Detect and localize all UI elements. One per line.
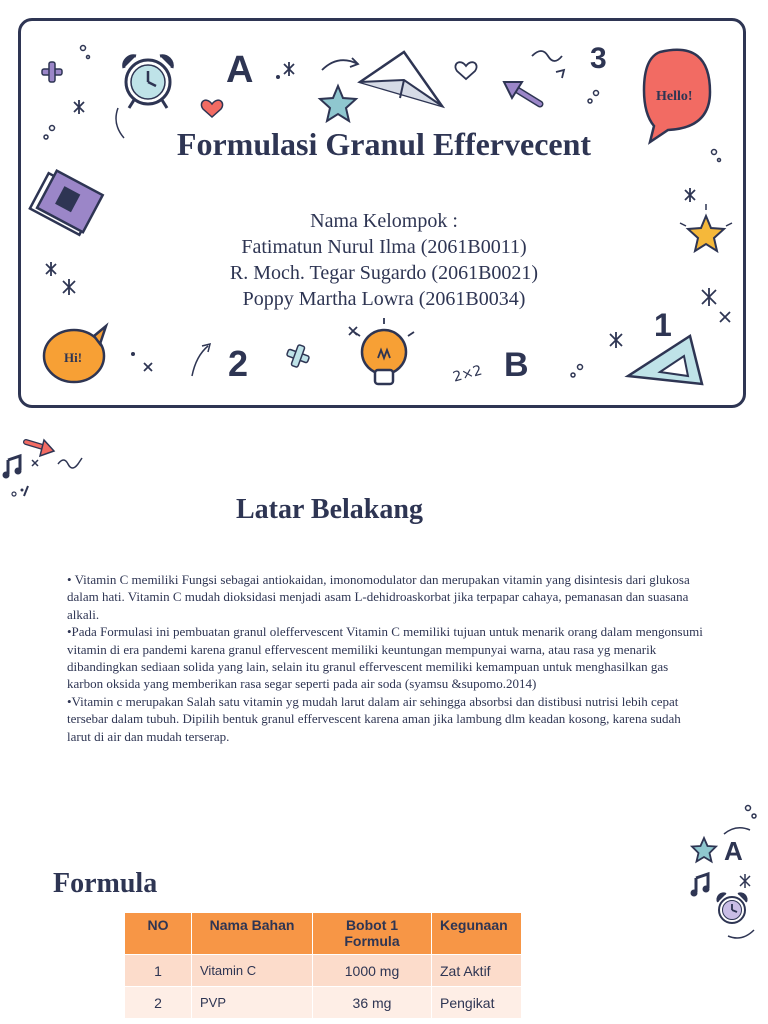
star-icon (692, 838, 716, 862)
heart-outline-icon (455, 62, 476, 79)
table-row (125, 955, 522, 987)
background-paragraph: • Vitamin C memiliki Fungsi sebagai antiokaidan, imonomodulator dan merupakan vitamin yang disintesis dari glukosa dalam hati. Vitamin C mudah dioksidasi menjadi asam L-dehidroaskorbat jika terpapar cahaya, pemanasan dan suasana alkali. (67, 572, 690, 622)
table-cell: Vitamin C (192, 955, 313, 987)
column-header-use: Kegunaan (432, 913, 522, 955)
doodle-letter-a: A (226, 49, 254, 91)
group-member: Poppy Martha Lowra (2061B0034) (242, 288, 526, 310)
music-note-icon (691, 874, 710, 897)
table-cell: Zat Aktif (432, 955, 522, 987)
doodle-letter-a: A (724, 836, 743, 866)
ruler-triangle-icon (628, 336, 702, 384)
column-header-name: Nama Bahan (192, 913, 313, 955)
table-cell: Pengikat (432, 987, 522, 1019)
curved-arrow-icon (724, 828, 750, 834)
formula-table (124, 912, 522, 1019)
lightbulb-icon (354, 318, 414, 384)
column-header-weight: Bobot 1 Formula (313, 913, 432, 955)
curved-arrow-icon (728, 930, 754, 938)
table-cell: 1 (125, 955, 192, 987)
paper-plane-icon (360, 52, 442, 106)
group-member: R. Moch. Tegar Sugardo (2061B0021) (229, 262, 539, 284)
alarm-clock-icon (124, 56, 173, 108)
doodle-number-one: 1 (654, 307, 672, 343)
group-info (0, 208, 768, 312)
doodle-math: 2×2 (451, 362, 484, 386)
doodle-number-three: 3 (590, 42, 607, 75)
speech-bubble-icon (44, 326, 106, 382)
arrow-icon (192, 346, 208, 376)
doodle-letter-b: B (504, 346, 529, 384)
sparkle-icon (740, 874, 750, 888)
squiggle-icon (532, 51, 562, 61)
table-cell: 1000 mg (313, 955, 432, 987)
group-heading: Nama Kelompok : (310, 210, 458, 232)
heart-icon (201, 100, 222, 117)
squiggle-icon (58, 458, 82, 468)
background-paragraph: •Pada Formulasi ini pembuatan granul oleffervescent Vitamin C memiliki tujuan untuk menarik orang dalam mengonsumi vitamin di era pandemi karena granul effervescent memiliki keuntungan mempunyai warna, atau rasa yg menarik dibandingkan sediaan solida yang lain, selain itu granul effervescent memiliki kemampuan untuk menghasilkan gas karbon oksida yang memberikan rasa segar seperti pada air soda (syamsu &supomo.2014) (67, 624, 703, 692)
plus-icon (42, 62, 62, 82)
formula-heading: Formula (53, 868, 158, 899)
group-member: Fatimatun Nurul Ilma (2061B0011) (241, 236, 527, 258)
hi-text: Hi! (64, 350, 83, 365)
background-paragraph: •Vitamin c merupakan Salah satu vitamin yg mudah larut dalam air sehingga absorbsi dan distibusi nutrisi lebih cepat tersebar dalam tubuh. Dipilih bentuk granul effervescent karena aman jika lambung dlm keadan kosong, karena sudah larut di air dan mudah terserap. (67, 693, 681, 744)
background-text (67, 571, 707, 745)
background-heading: Latar Belakang (236, 494, 423, 525)
music-doodle (0, 430, 90, 510)
plus-icon (284, 342, 312, 370)
column-header-no: NO (125, 913, 192, 955)
hello-text: Hello! (656, 89, 693, 104)
alarm-clock-icon (717, 893, 746, 923)
table-cell: PVP (192, 987, 313, 1019)
table-cell: 36 mg (313, 987, 432, 1019)
right-doodle-cluster (684, 800, 768, 950)
slide-title: Formulasi Granul Effervecent (176, 126, 592, 162)
sparkle-icon (32, 460, 38, 466)
table-cell: 2 (125, 987, 192, 1019)
music-note-icon (3, 456, 22, 479)
table-row (125, 987, 522, 1019)
arrow-icon (504, 82, 540, 104)
arrow-icon (26, 440, 54, 456)
table-header-row (125, 913, 522, 955)
star-icon (320, 86, 356, 121)
doodle-number-two: 2 (228, 343, 249, 384)
